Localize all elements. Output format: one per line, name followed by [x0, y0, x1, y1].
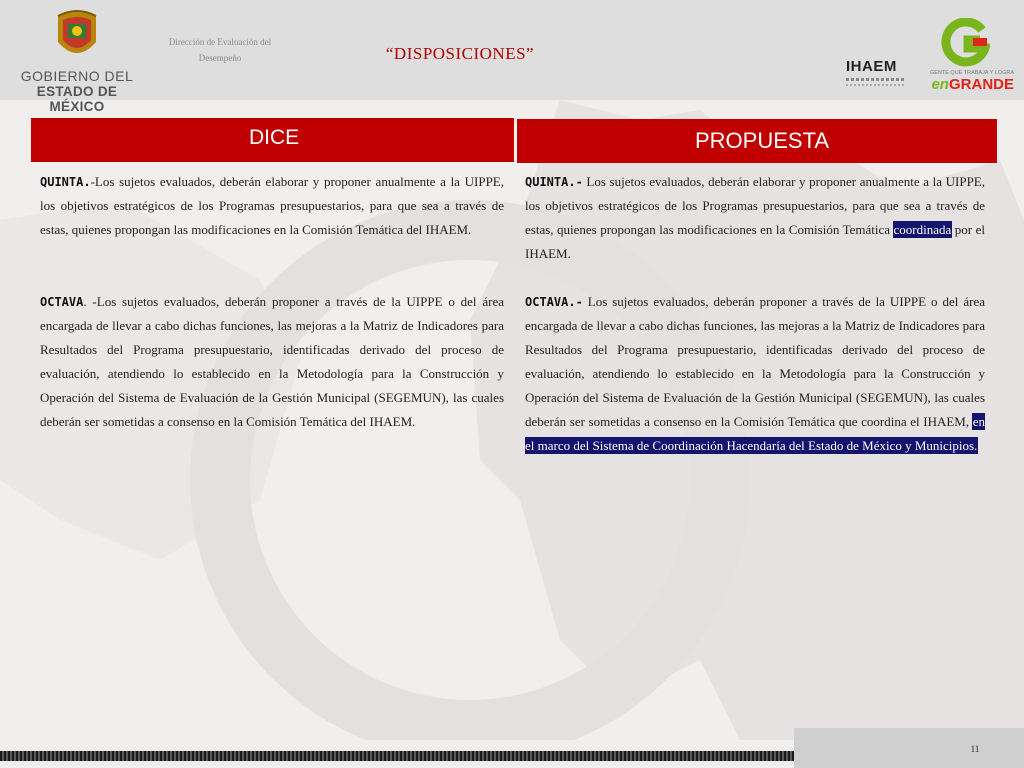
ihaem-name: IHAEM	[846, 58, 897, 75]
propuesta-quinta-text: Los sujetos evaluados, deberán elaborar y proponer anualmente a la UIPPE, los objetivos estratégicos de los Programas presupuestarios, para que sea a través de estas, quienes propongan las modificaciones en la Comisión Temática	[525, 174, 985, 237]
propuesta-quinta-tail: por el IHAEM.	[525, 222, 985, 261]
footer-bar	[0, 751, 794, 761]
dice-header-label: DICE	[249, 126, 300, 149]
engrande-grande: GRANDE	[948, 76, 1014, 93]
ihaem-subtitle-line	[846, 84, 906, 86]
page-title: “DISPOSICIONES”	[385, 44, 535, 63]
slide-header	[0, 0, 1024, 114]
propuesta-octava-paragraph	[525, 290, 985, 458]
dice-quinta-lead: QUINTA.	[40, 175, 91, 189]
propuesta-octava-highlight: en el marco del Sistema de Coordinación Hacendaría del Estado de México y Municipios.	[525, 414, 985, 453]
direccion-line1: Dirección de Evaluación del	[168, 37, 272, 47]
propuesta-quinta-highlight: coordinada	[893, 222, 952, 237]
dice-column-header	[31, 118, 514, 162]
gobierno-line1: GOBIERNO DEL	[20, 68, 134, 84]
dice-quinta-paragraph	[40, 170, 504, 242]
propuesta-octava-text: Los sujetos evaluados, deberán proponer a través de la UIPPE o del área encargada de llevar a cabo dichas funciones, las mejoras a la Matriz de Indicadores para Resultados del Programa presupuestario, identificadas derivado del proceso de evaluación, atendiendo lo establecido en la Metodología para la Construcción y Operación del Sistema de Evaluación de la Gestión Municipal (SEGEMUN), las cuales deberán ser sometidas a consenso en la Comisión Temática que coordina el IHAEM,	[525, 294, 985, 429]
ihaem-logo	[846, 58, 906, 92]
direccion-label	[150, 34, 290, 66]
engrande-brand	[918, 76, 1014, 93]
dice-column	[40, 170, 504, 434]
propuesta-quinta-paragraph	[525, 170, 985, 266]
propuesta-quinta-lead: QUINTA.-	[525, 175, 583, 189]
engrande-tagline: GENTE QUE TRABAJA Y LOGRA	[929, 70, 1014, 76]
engrande-logo	[918, 18, 1014, 94]
engrande-en: en	[931, 76, 949, 93]
dice-octava-paragraph	[40, 290, 504, 434]
propuesta-column	[525, 170, 985, 458]
direccion-line2: Desempeño	[198, 53, 242, 63]
dice-octava-text: . -Los sujetos evaluados, deberán proponer a través de la UIPPE o del área encargada de llevar a cabo dichas funciones, las mejoras a la Matriz de Indicadores para Resultados del Programa presupuestario, identificadas derivado del proceso de evaluación, atendiendo lo establecido en la Metodología para la Construcción y Operación del Sistema de Evaluación de la Gestión Municipal (SEGEMUN), las cuales deberán ser sometidas a consenso en la Comisión Temática del IHAEM.	[40, 294, 504, 429]
propuesta-column-header	[517, 119, 997, 163]
propuesta-octava-lead: OCTAVA.-	[525, 295, 583, 309]
g-logo-icon	[940, 18, 990, 68]
dice-quinta-text: -Los sujetos evaluados, deberán elaborar y proponer anualmente a la UIPPE, los objetivos estratégicos de los Programas presupuestarios, para que sea a través de estas, quienes propongan las modificaciones en la Comisión Temática del IHAEM.	[40, 174, 504, 237]
page-number: 11	[970, 744, 980, 754]
gobierno-line2: ESTADO DE MÉXICO	[36, 84, 118, 114]
dice-octava-lead: OCTAVA	[40, 295, 84, 309]
propuesta-header-label: PROPUESTA	[695, 128, 830, 153]
gobierno-estado-mexico-logo	[12, 8, 142, 114]
ihaem-subtitle-line	[846, 78, 906, 81]
coat-of-arms-icon	[54, 8, 100, 64]
